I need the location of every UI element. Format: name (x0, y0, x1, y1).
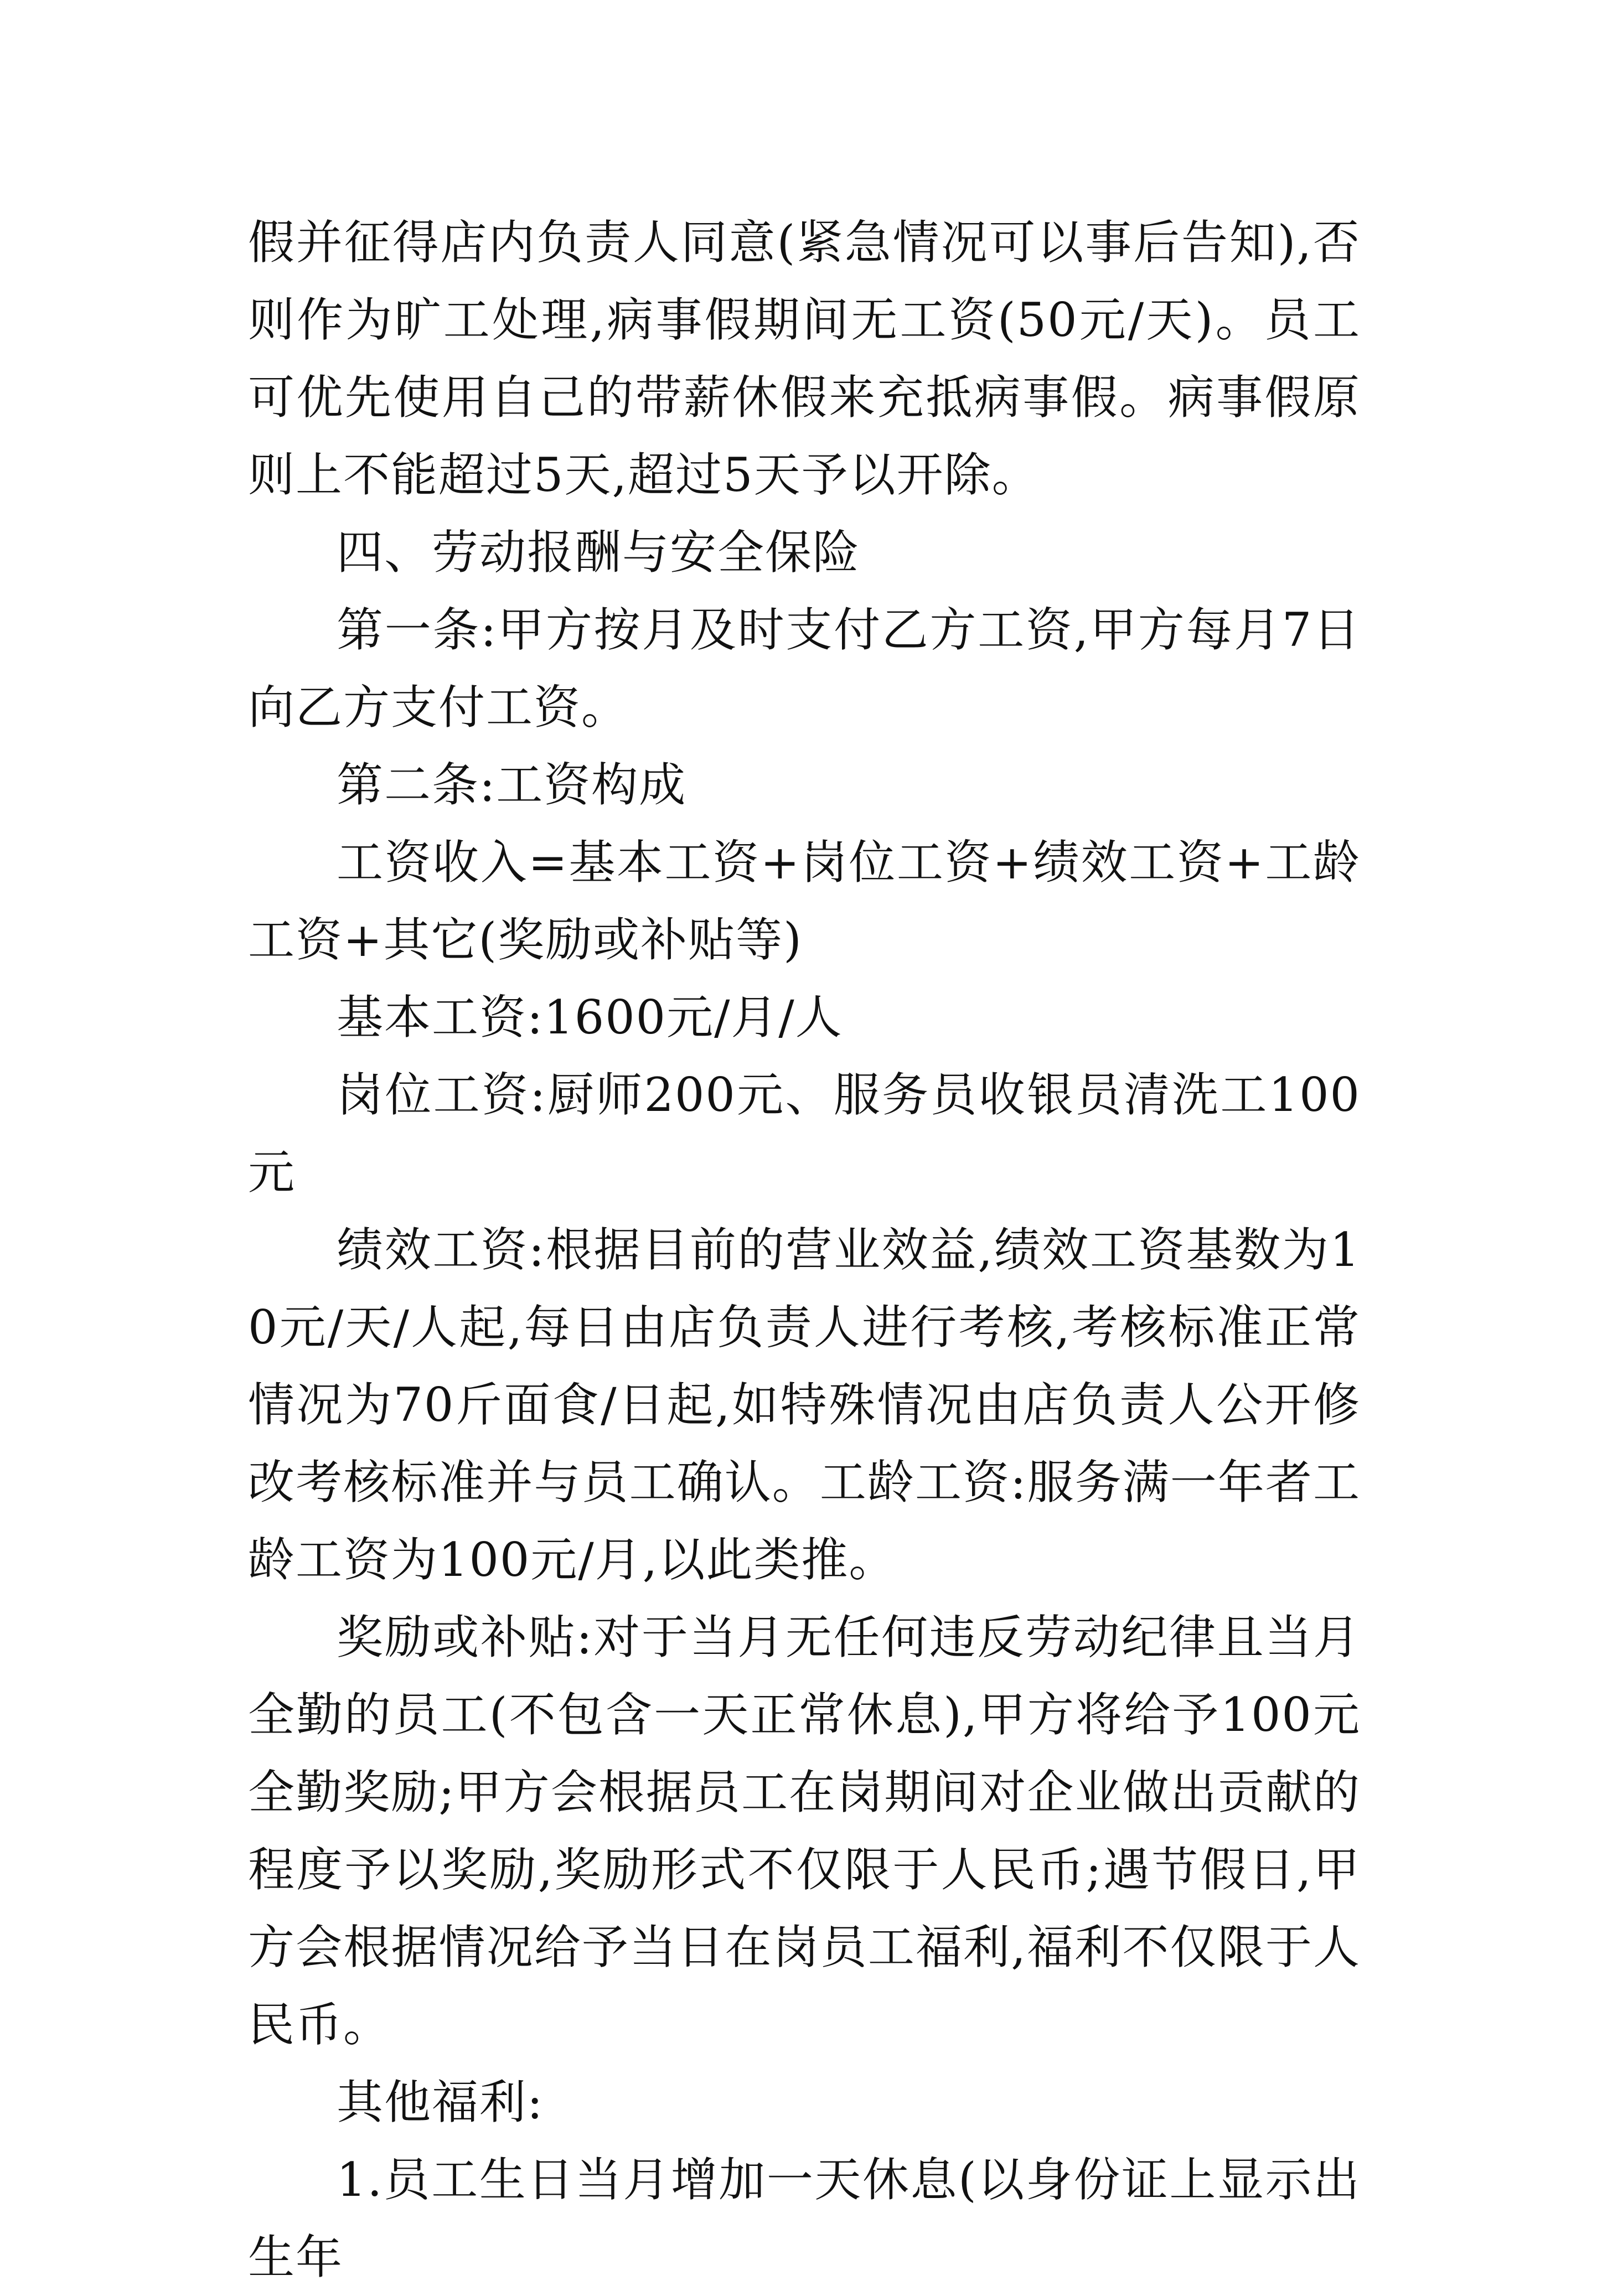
paragraph-base-salary: 基本工资:1600元/月/人 (337, 990, 843, 1044)
paragraph-rewards: 奖励或补贴:对于当月无任何违反劳动纪律且当月全勤的员工(不包含一天正常休息),甲方将给予100元全勤奖励;甲方会根据员工在岗期间对企业做出贡献的程度予以奖励,奖励形式不仅限于人民币;遇节假日,甲方会根据情况给予当日在岗员工福利,福利不仅限于人民币。 (248, 1610, 1361, 2052)
document-body (248, 204, 1361, 2296)
paragraph-article-one: 第一条:甲方按月及时支付乙方工资,甲方每月7日向乙方支付工资。 (248, 603, 1361, 735)
paragraph-salary-formula: 工资收入=基本工资+岗位工资+绩效工资+工龄工资+其它(奖励或补贴等) (248, 835, 1361, 967)
paragraph-position-salary: 岗位工资:厨师200元、服务员收银员清洗工100元 (248, 1068, 1361, 1199)
paragraph-article-two: 第二条:工资构成 (337, 758, 687, 812)
paragraph-benefit-item-1: 1.员工生日当月增加一天休息(以身份证上显示出生年 (248, 2153, 1361, 2284)
paragraph-leave-policy: 假并征得店内负责人同意(紧急情况可以事后告知),否则作为旷工处理,病事假期间无工资(50元/天)。员工可优先使用自己的带薪休假来充抵病事假。病事假原则上不能超过5天,超过5天予以开除。 (248, 215, 1361, 502)
section-heading-compensation: 四、劳动报酬与安全保险 (337, 525, 861, 580)
paragraph-other-benefits-heading: 其他福利: (337, 2075, 544, 2129)
paragraph-performance-salary: 绩效工资:根据目前的营业效益,绩效工资基数为10元/天/人起,每日由店负责人进行考核,考核标准正常情况为70斤面食/日起,如特殊情况由店负责人公开修改考核标准并与员工确认。工龄工资:服务满一年者工龄工资为100元/月,以此类推。 (248, 1223, 1361, 1587)
